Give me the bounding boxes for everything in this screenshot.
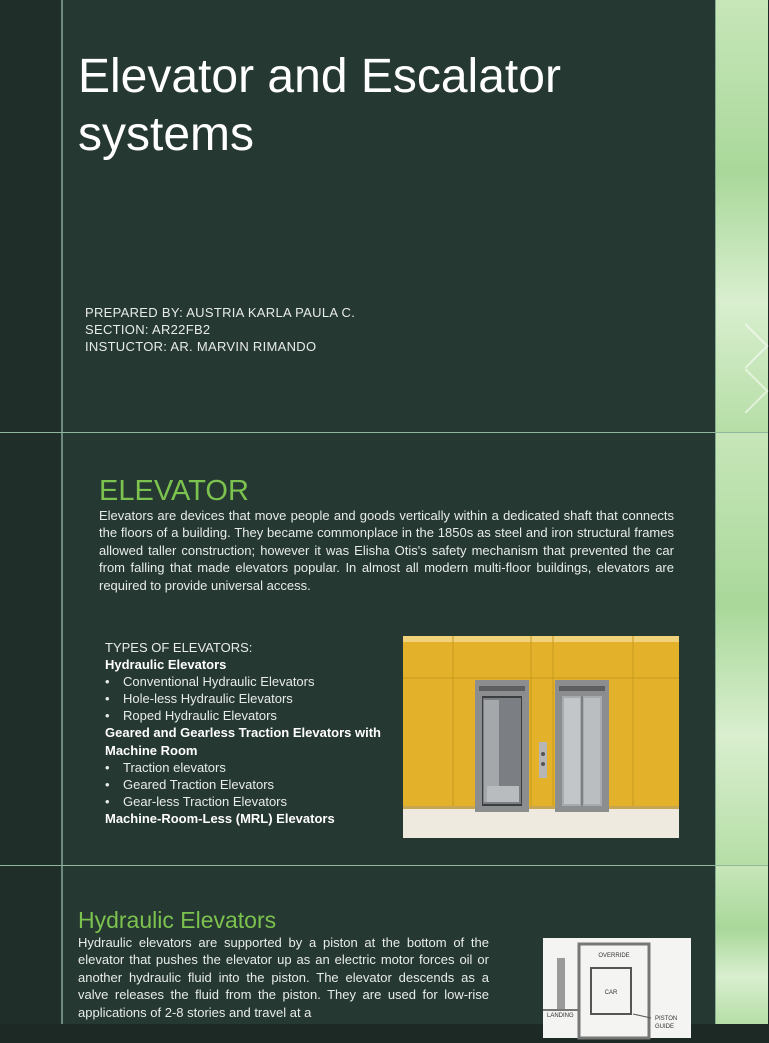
list-item: • Traction elevators xyxy=(105,759,226,775)
types-title: TYPES OF ELEVATORS: xyxy=(105,640,253,655)
left-band xyxy=(0,433,61,865)
list-item: • Geared Traction Elevators xyxy=(105,776,275,792)
left-rule xyxy=(61,0,63,432)
right-decoration xyxy=(716,0,768,432)
elevator-paragraph: Elevators are devices that move people and goods vertically within a dedicated shaft that connects the floors of a building. They became commonplace in the 1850s as steel and iron structural frames allowed taller construction; however it was Elisha Otis's safety mechanism that prevented the car from falling that made elevators popular. In almost all modern multi-floor buildings, elevators are required to provide universal access. xyxy=(99,508,674,593)
left-band xyxy=(0,866,61,1024)
slide-elevator xyxy=(0,433,768,865)
list-item: • Roped Hydraulic Elevators xyxy=(105,708,277,724)
hydraulic-diagram xyxy=(543,938,691,1038)
hydraulic-paragraph: Hydraulic elevators are supported by a piston at the bottom of the elevator that pushes the elevator up as an electric motor forces oil or another hydraulic fluid into the piston. The elevator descends as a valve releases the fluid from the piston. They are used for low-rise applications of 2-8 stories and travel at a xyxy=(78,935,489,1020)
slide-title xyxy=(0,0,768,432)
slide-hydraulic xyxy=(0,866,768,1030)
prepared-by: PREPARED BY: AUSTRIA KARLA PAULA C. xyxy=(85,305,356,320)
elevator-photo-illustration xyxy=(403,636,679,838)
right-decoration xyxy=(716,866,768,1024)
diagram-label-override: OVERRIDE xyxy=(598,953,630,959)
hydraulic-heading: Hydraulic Elevators xyxy=(78,907,277,933)
elevator-photo xyxy=(403,636,679,838)
left-band xyxy=(0,0,61,432)
diagram-label-guide: GUIDE xyxy=(655,1024,675,1030)
credits-block xyxy=(85,304,355,355)
diagram-label-car: CAR xyxy=(604,990,618,996)
group-hydraulic-title: Hydraulic Elevators xyxy=(105,657,227,673)
diagram-label-landing: LANDING xyxy=(547,1013,574,1019)
types-list xyxy=(105,639,395,827)
list-item: • Gear-less Traction Elevators xyxy=(105,793,288,809)
left-rule xyxy=(61,433,63,865)
diagram-drawing xyxy=(543,938,691,1038)
elevator-heading: ELEVATOR xyxy=(99,475,249,507)
instructor: INSTUCTOR: AR. MARVIN RIMANDO xyxy=(85,339,317,354)
chevron-decor-icon xyxy=(723,368,768,413)
presentation-title: Elevator and Escalator systems xyxy=(78,50,561,161)
list-item: • Conventional Hydraulic Elevators xyxy=(105,674,315,690)
left-rule xyxy=(61,866,63,1024)
group-mrl-title: Machine-Room-Less (MRL) Elevators xyxy=(105,810,335,826)
diagram-label-piston: PISTON xyxy=(655,1016,678,1022)
section: SECTION: AR22FB2 xyxy=(85,322,211,337)
chevron-decor-icon xyxy=(723,323,768,368)
right-decoration xyxy=(716,433,768,865)
group-traction-title: Geared and Gearless Traction Elevators with Machine Room xyxy=(105,725,381,758)
list-item: • Hole-less Hydraulic Elevators xyxy=(105,691,293,707)
